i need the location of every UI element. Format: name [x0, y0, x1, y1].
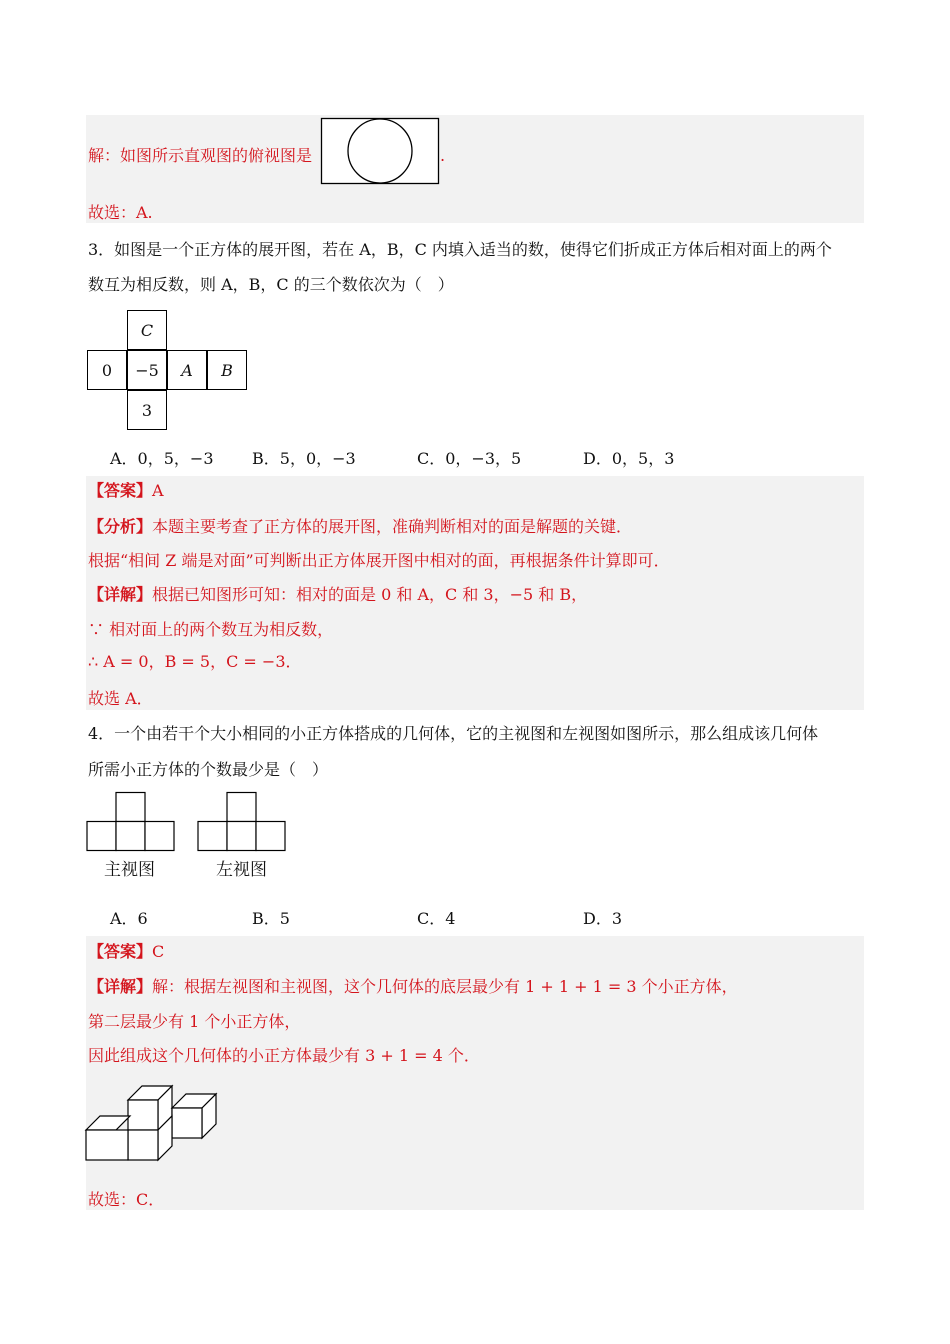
q2-solution-period: . — [440, 146, 446, 165]
q3-answer — [88, 481, 164, 501]
q4-option-d: D．3 — [583, 909, 623, 928]
q3-option-a: A．0，5，−3 — [110, 449, 214, 468]
q4-detail3: 因此组成这个几何体的小正方体最少有 3 + 1 = 4 个． — [88, 1046, 480, 1065]
q3-detail1 — [88, 585, 587, 605]
q4-detail1 — [88, 977, 738, 997]
net-cell-center: −5 — [127, 350, 167, 390]
q3-final-answer: 故选 A． — [88, 689, 153, 708]
q4-detail2: 第二层最少有 1 个小正方体， — [88, 1012, 301, 1031]
q4-option-c: C．4 — [417, 909, 456, 928]
answer-tag: 【答案】 — [88, 942, 153, 961]
net-cell-right2: B — [207, 350, 247, 390]
q3-option-c: C．0，−3，5 — [417, 449, 522, 468]
net-cell-top: C — [127, 310, 167, 350]
front-view-figure — [86, 792, 176, 852]
net-cell-right1: A — [167, 350, 207, 390]
q3-stem-line1: 3．如图是一个正方体的展开图，若在 A，B，C 内填入适当的数，使得它们折成正方体后相对面上的两个 — [88, 240, 832, 259]
q4-final-answer: 故选：C． — [88, 1190, 165, 1209]
detail-text: 根据已知图形可知：相对的面是 0 和 A，C 和 3，−5 和 B， — [152, 585, 588, 604]
left-view-figure — [197, 792, 287, 852]
top-view-figure — [321, 118, 439, 184]
answer-tag: 【答案】 — [88, 481, 153, 500]
q3-analysis2: 根据“相间 Z 端是对面”可判断出正方体展开图中相对的面，再根据条件计算即可． — [88, 551, 670, 570]
detail-tag: 【详解】 — [88, 585, 153, 604]
front-view-label: 主视图 — [104, 860, 155, 880]
q3-detail2: ∵ 相对面上的两个数互为相反数， — [88, 620, 334, 639]
analysis-tag: 【分析】 — [88, 517, 153, 536]
q4-option-b: B．5 — [252, 909, 290, 928]
q4-stem-line2: 所需小正方体的个数最少是（ ） — [88, 760, 329, 779]
q3-option-d: D．0，5，3 — [583, 449, 675, 468]
q3-detail3: ∴ A = 0，B = 5，C = −3． — [88, 652, 302, 671]
left-view-label: 左视图 — [216, 860, 267, 880]
q3-stem-line2: 数互为相反数，则 A，B，C 的三个数依次为（ ） — [88, 275, 454, 294]
q2-final-answer: 故选：A. — [88, 203, 153, 222]
q4-answer — [88, 942, 164, 962]
cube-stack-figure — [86, 1078, 226, 1168]
q2-solution-text: 解：如图所示直观图的俯视图是 — [88, 146, 313, 165]
detail-tag: 【详解】 — [88, 977, 153, 996]
q4-option-a: A．6 — [110, 909, 148, 928]
answer-value: C — [152, 942, 165, 961]
q4-stem-line1: 4．一个由若干个大小相同的小正方体搭成的几何体，它的主视图和左视图如图所示，那么组成该几何体 — [88, 724, 819, 743]
detail-text: 解：根据左视图和主视图，这个几何体的底层最少有 1 + 1 + 1 = 3 个小正方体， — [152, 977, 738, 996]
analysis-text: 本题主要考查了正方体的展开图，准确判断相对的面是解题的关键． — [152, 517, 633, 536]
q2-solution-panel — [86, 115, 864, 223]
q3-analysis — [88, 517, 632, 537]
net-cell-left: 0 — [87, 350, 127, 390]
net-cell-bottom: 3 — [127, 390, 167, 430]
q3-option-b: B．5，0，−3 — [252, 449, 356, 468]
answer-value: A — [152, 481, 164, 500]
